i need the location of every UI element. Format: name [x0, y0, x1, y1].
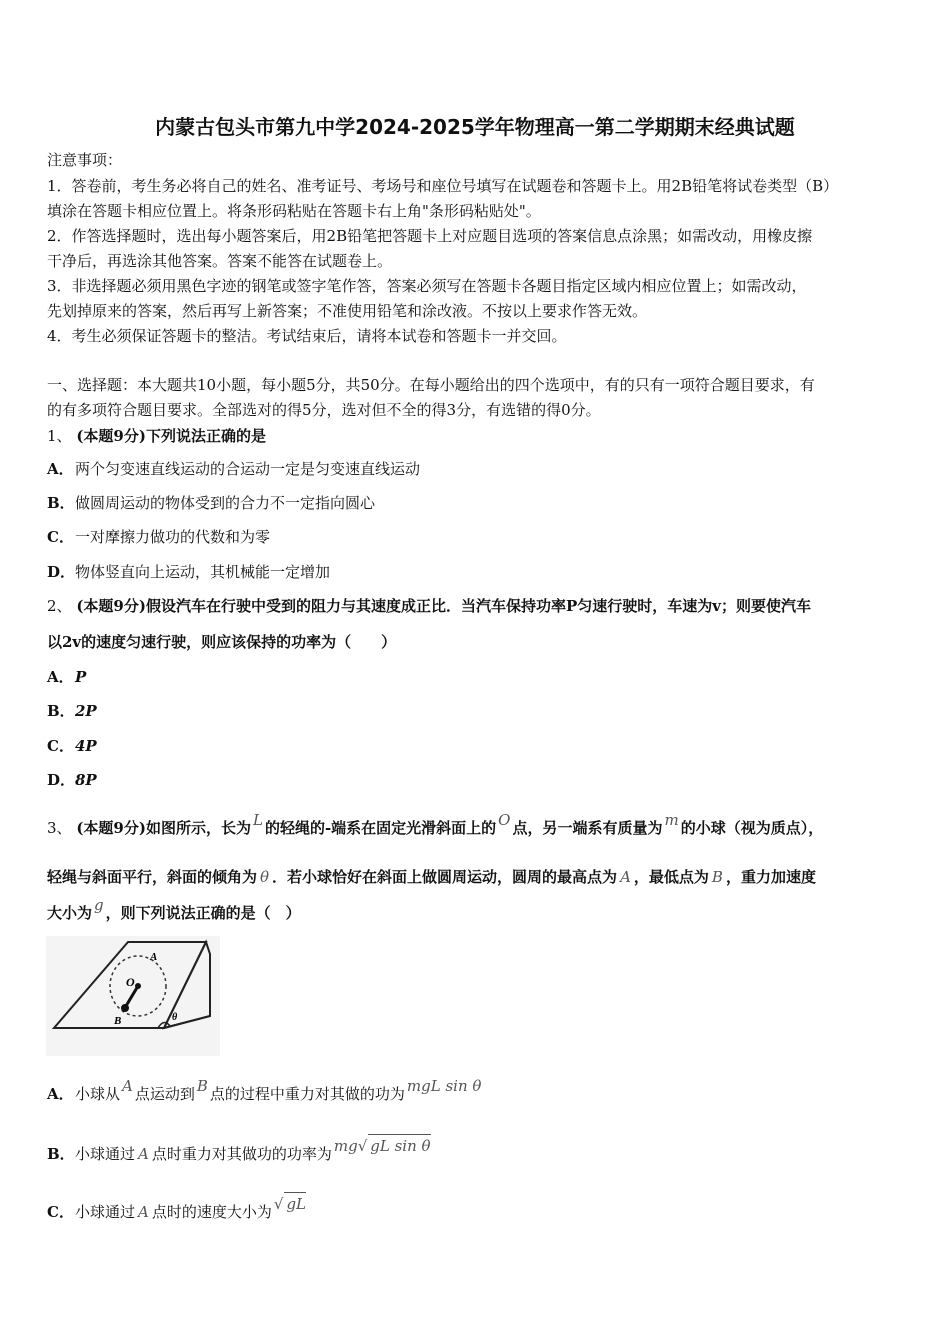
question-text: (本题9分)下列说法正确的是: [76, 427, 266, 445]
option-text: 点时的速度大小为: [151, 1203, 272, 1221]
ball: [121, 1004, 129, 1012]
notice-line: 2．作答选择题时，选出每小题答案后，用2B铅笔把答题卡上对应题目选项的答案信息点涂黑；如需改动，用橡皮擦: [47, 227, 813, 245]
symbol-m: m: [664, 811, 679, 829]
question-3-stem-cont: [47, 866, 906, 888]
notice-line: 4．考生必须保证答题卡的整洁。考试结束后，请将本试卷和答题卡一并交回。: [47, 327, 567, 345]
question-text: 轻绳与斜面平行，斜面的倾角为: [47, 868, 258, 886]
option-text: 点时重力对其做功的功率为: [151, 1145, 332, 1163]
power-expression-prefix: mg: [333, 1137, 358, 1155]
section-instructions: 一、选择题：本大题共10小题，每小题5分，共50分。在每小题给出的四个选项中，有的只有一项符合题目要求，有: [47, 376, 815, 394]
power-expression: mg√ gL sin θ: [332, 1137, 433, 1155]
power-expression-radicand: gL sin θ: [368, 1134, 430, 1157]
symbol-B: B: [711, 868, 723, 886]
option-text: 小球通过: [75, 1145, 136, 1163]
option-text: 4P: [75, 737, 97, 755]
question-3-stem-cont: [47, 896, 906, 924]
option-letter: B．: [47, 1145, 75, 1163]
option-text: 物体竖直向上运动，其机械能一定增加: [75, 563, 331, 581]
symbol-B: B: [196, 1077, 208, 1095]
notice-line: 1．答卷前，考生务必将自己的姓名、准考证号、考场号和座位号填写在试题卷和答题卡上。用2B铅笔将试卷类型（B）: [47, 177, 839, 195]
speed-expression-radicand: gL: [284, 1192, 306, 1215]
option-q1-c: [47, 526, 906, 548]
option-text: 8P: [75, 771, 97, 789]
option-letter: C．: [47, 528, 74, 546]
option-text: 做圆周运动的物体受到的合力不一定指向圆心: [75, 494, 376, 512]
question-2-stem: [47, 595, 906, 617]
option-letter: C．: [47, 737, 74, 755]
option-q3-a: [47, 1077, 906, 1105]
option-text: 点的过程中重力对其做的功为: [209, 1085, 405, 1103]
symbol-O: O: [498, 811, 511, 829]
question-text: (本题9分)如图所示，长为: [76, 819, 251, 837]
option-text: 点运动到: [134, 1085, 195, 1103]
symbol-A: A: [122, 1077, 133, 1095]
section-instructions: 的有多项符合题目要求。全部选对的得5分，选对但不全的得3分，有选错的得0分。: [47, 401, 601, 419]
incline-diagram: [46, 936, 220, 1056]
incline-base-edge: [164, 1016, 210, 1028]
page-title: 内蒙古包头市第九中学2024-2025学年物理高一第二学期期末经典试题: [155, 115, 795, 139]
option-text: P: [75, 668, 87, 686]
option-text: 小球从: [75, 1085, 121, 1103]
question-number: 1、: [47, 427, 72, 445]
option-letter: B．: [47, 494, 75, 512]
option-q1-b: [47, 492, 906, 514]
option-letter: B．: [47, 702, 75, 720]
question-text: 的小球（视为质点），: [680, 819, 824, 837]
option-letter: D．: [47, 563, 76, 581]
option-q2-c: [47, 735, 906, 757]
option-q3-c: [47, 1195, 906, 1223]
option-q3-b: [47, 1137, 906, 1165]
label-theta: θ: [172, 1012, 178, 1023]
option-text: 小球通过: [75, 1203, 136, 1221]
option-letter: A．: [47, 668, 74, 686]
option-letter: D．: [47, 771, 76, 789]
option-letter: A．: [47, 460, 74, 478]
incline-side: [164, 942, 210, 1028]
symbol-A: A: [138, 1203, 149, 1221]
symbol-A: A: [620, 868, 631, 886]
work-expression: mgL sin θ: [406, 1077, 482, 1095]
symbol-L: L: [252, 811, 263, 829]
question-1-stem: [47, 425, 906, 447]
notice-line: 填涂在答题卡相应位置上。将条形码粘贴在答题卡右上角"条形码粘贴处"。: [47, 202, 541, 220]
pivot-point: [135, 983, 141, 989]
option-q2-a: [47, 666, 906, 688]
option-q2-b: [47, 700, 906, 722]
symbol-theta: θ: [260, 868, 270, 886]
option-text: 2P: [75, 702, 97, 720]
option-q1-d: [47, 561, 906, 583]
symbol-g: g: [94, 896, 104, 914]
option-q2-d: [47, 769, 906, 791]
speed-expression: √ gL: [272, 1195, 308, 1213]
option-text: 一对摩擦力做功的代数和为零: [75, 528, 271, 546]
question-text: 的轻绳的-端系在固定光滑斜面上的: [264, 819, 497, 837]
rope: [126, 986, 138, 1006]
symbol-A: A: [138, 1145, 149, 1163]
label-O: O: [126, 975, 135, 989]
option-text: 两个匀变速直线运动的合运动一定是匀变速直线运动: [75, 460, 421, 478]
question-text: ，重力加速度: [725, 868, 816, 886]
question-number: 2、: [47, 597, 72, 615]
question-text: ．若小球恰好在斜面上做圆周运动，圆周的最高点为: [272, 868, 618, 886]
question-text: ，则下列说法正确的是（ ）: [105, 904, 301, 922]
option-letter: A．: [47, 1085, 74, 1103]
notice-line: 3．非选择题必须用黑色字迹的钢笔或签字笔作答，答案必须写在答题卡各题目指定区域内相应位置上；如需改动，: [47, 277, 807, 295]
notice-line: 干净后，再选涂其他答案。答案不能答在试题卷上。: [47, 252, 393, 270]
option-letter: C．: [47, 1203, 74, 1221]
incline-figure: [46, 936, 220, 1056]
question-text: 大小为: [47, 904, 93, 922]
question-3-stem: [47, 811, 906, 839]
question-number: 3、: [47, 819, 72, 837]
question-2-stem-cont: 以2v的速度匀速行驶，则应该保持的功率为（ ）: [47, 633, 397, 651]
question-text: ，最低点为: [633, 868, 709, 886]
question-text: 点，另一端系有质量为: [512, 819, 663, 837]
label-A: A: [150, 951, 158, 963]
notice-heading: 注意事项：: [47, 151, 123, 169]
option-q1-a: [47, 458, 906, 480]
notice-line: 先划掉原来的答案，然后再写上新答案；不准使用铅笔和涂改液。不按以上要求作答无效。: [47, 302, 648, 320]
label-B: B: [114, 1015, 122, 1027]
question-text: (本题9分)假设汽车在行驶中受到的阻力与其速度成正比．当汽车保持功率P匀速行驶时，车速为v；则要使汽车: [76, 597, 811, 615]
